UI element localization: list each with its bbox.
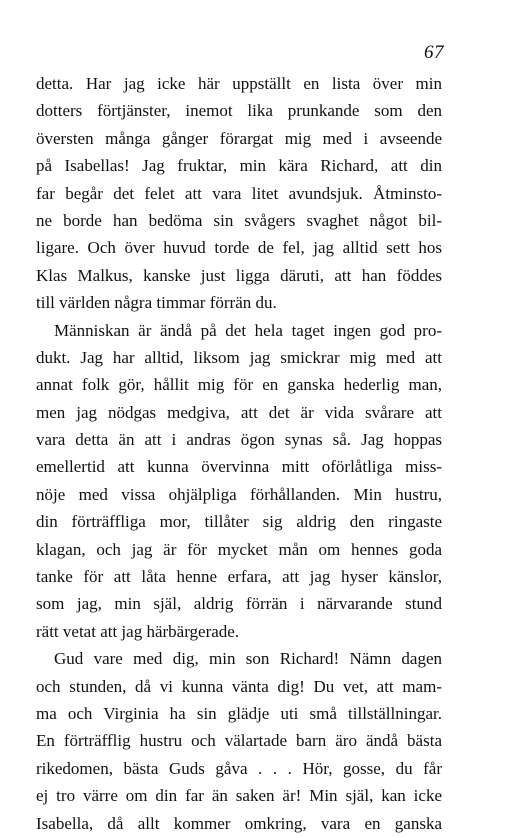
text-line: ne borde han bedöma sin svågers svaghet något bil- [36, 210, 442, 230]
text-line: men jag nödgas medgiva, att det är vida svårare att [36, 402, 442, 422]
text-line: översten många gånger förargat mig med i avseende [36, 128, 442, 148]
text-line: dotters förtjänster, inemot lika prunkande som den [36, 101, 442, 121]
text-line: Människan är ändå på det hela taget ingen god pro- [54, 320, 442, 340]
text-line: vara detta än att i andras ögon synas så. Jag hoppas [36, 430, 442, 450]
text-line: och stunden, då vi kunna vänta dig! Du vet, att mam- [36, 676, 442, 696]
text-line: emellertid att kunna övervinna mitt oförlåtliga miss- [36, 457, 442, 477]
text-line: ej tro värre om din far än saken är! Min själ, kan icke [36, 786, 442, 806]
text-line: detta. Har jag icke här uppställt en lista över min [36, 74, 442, 93]
text-line: Isabella, då allt kommer omkring, vara en ganska [36, 813, 442, 833]
page-number: 67 [424, 42, 444, 63]
text-line: rätt vetat att jag härbärgerade. [36, 621, 240, 641]
text-line: till världen några timmar förrän du. [36, 293, 277, 313]
text-line: rikedomen, bästa Guds gåva . . . Hör, gosse, du får [36, 758, 442, 778]
text-line: En förträfflig hustru och välartade barn äro ändå bästa [36, 731, 442, 751]
text-line: dukt. Jag har alltid, liksom jag smickrar mig med att [36, 347, 442, 367]
text-line: ligare. Och över huvud torde de fel, jag alltid sett hos [36, 238, 442, 258]
text-line: ma och Virginia ha sin glädje uti små tillställningar. [36, 703, 442, 723]
text-line: på Isabellas! Jag fruktar, min kära Richard, att din [36, 156, 442, 176]
text-line: din förträffliga mor, tillåter sig aldrig den ringaste [36, 512, 442, 532]
text-line: annat folk gör, hållit mig för en ganska hederlig man, [36, 375, 442, 395]
text-line: nöje med vissa ohjälpliga förhållanden. Min hustru, [36, 484, 442, 504]
text-line: klagan, och jag är för mycket mån om hennes goda [36, 539, 442, 559]
text-line: tanke för att låta henne erfara, att jag hyser känslor, [36, 567, 442, 587]
text-line: Klas Malkus, kanske just ligga däruti, att han föddes [36, 265, 442, 285]
body-text [36, 70, 442, 837]
text-line: Gud vare med dig, min son Richard! Nämn dagen [54, 649, 442, 669]
text-line: som jag, min själ, aldrig förrän i närvarande stund [36, 594, 442, 614]
text-line: far begår det felet att vara litet avundsjuk. Åtminsto- [36, 183, 442, 203]
